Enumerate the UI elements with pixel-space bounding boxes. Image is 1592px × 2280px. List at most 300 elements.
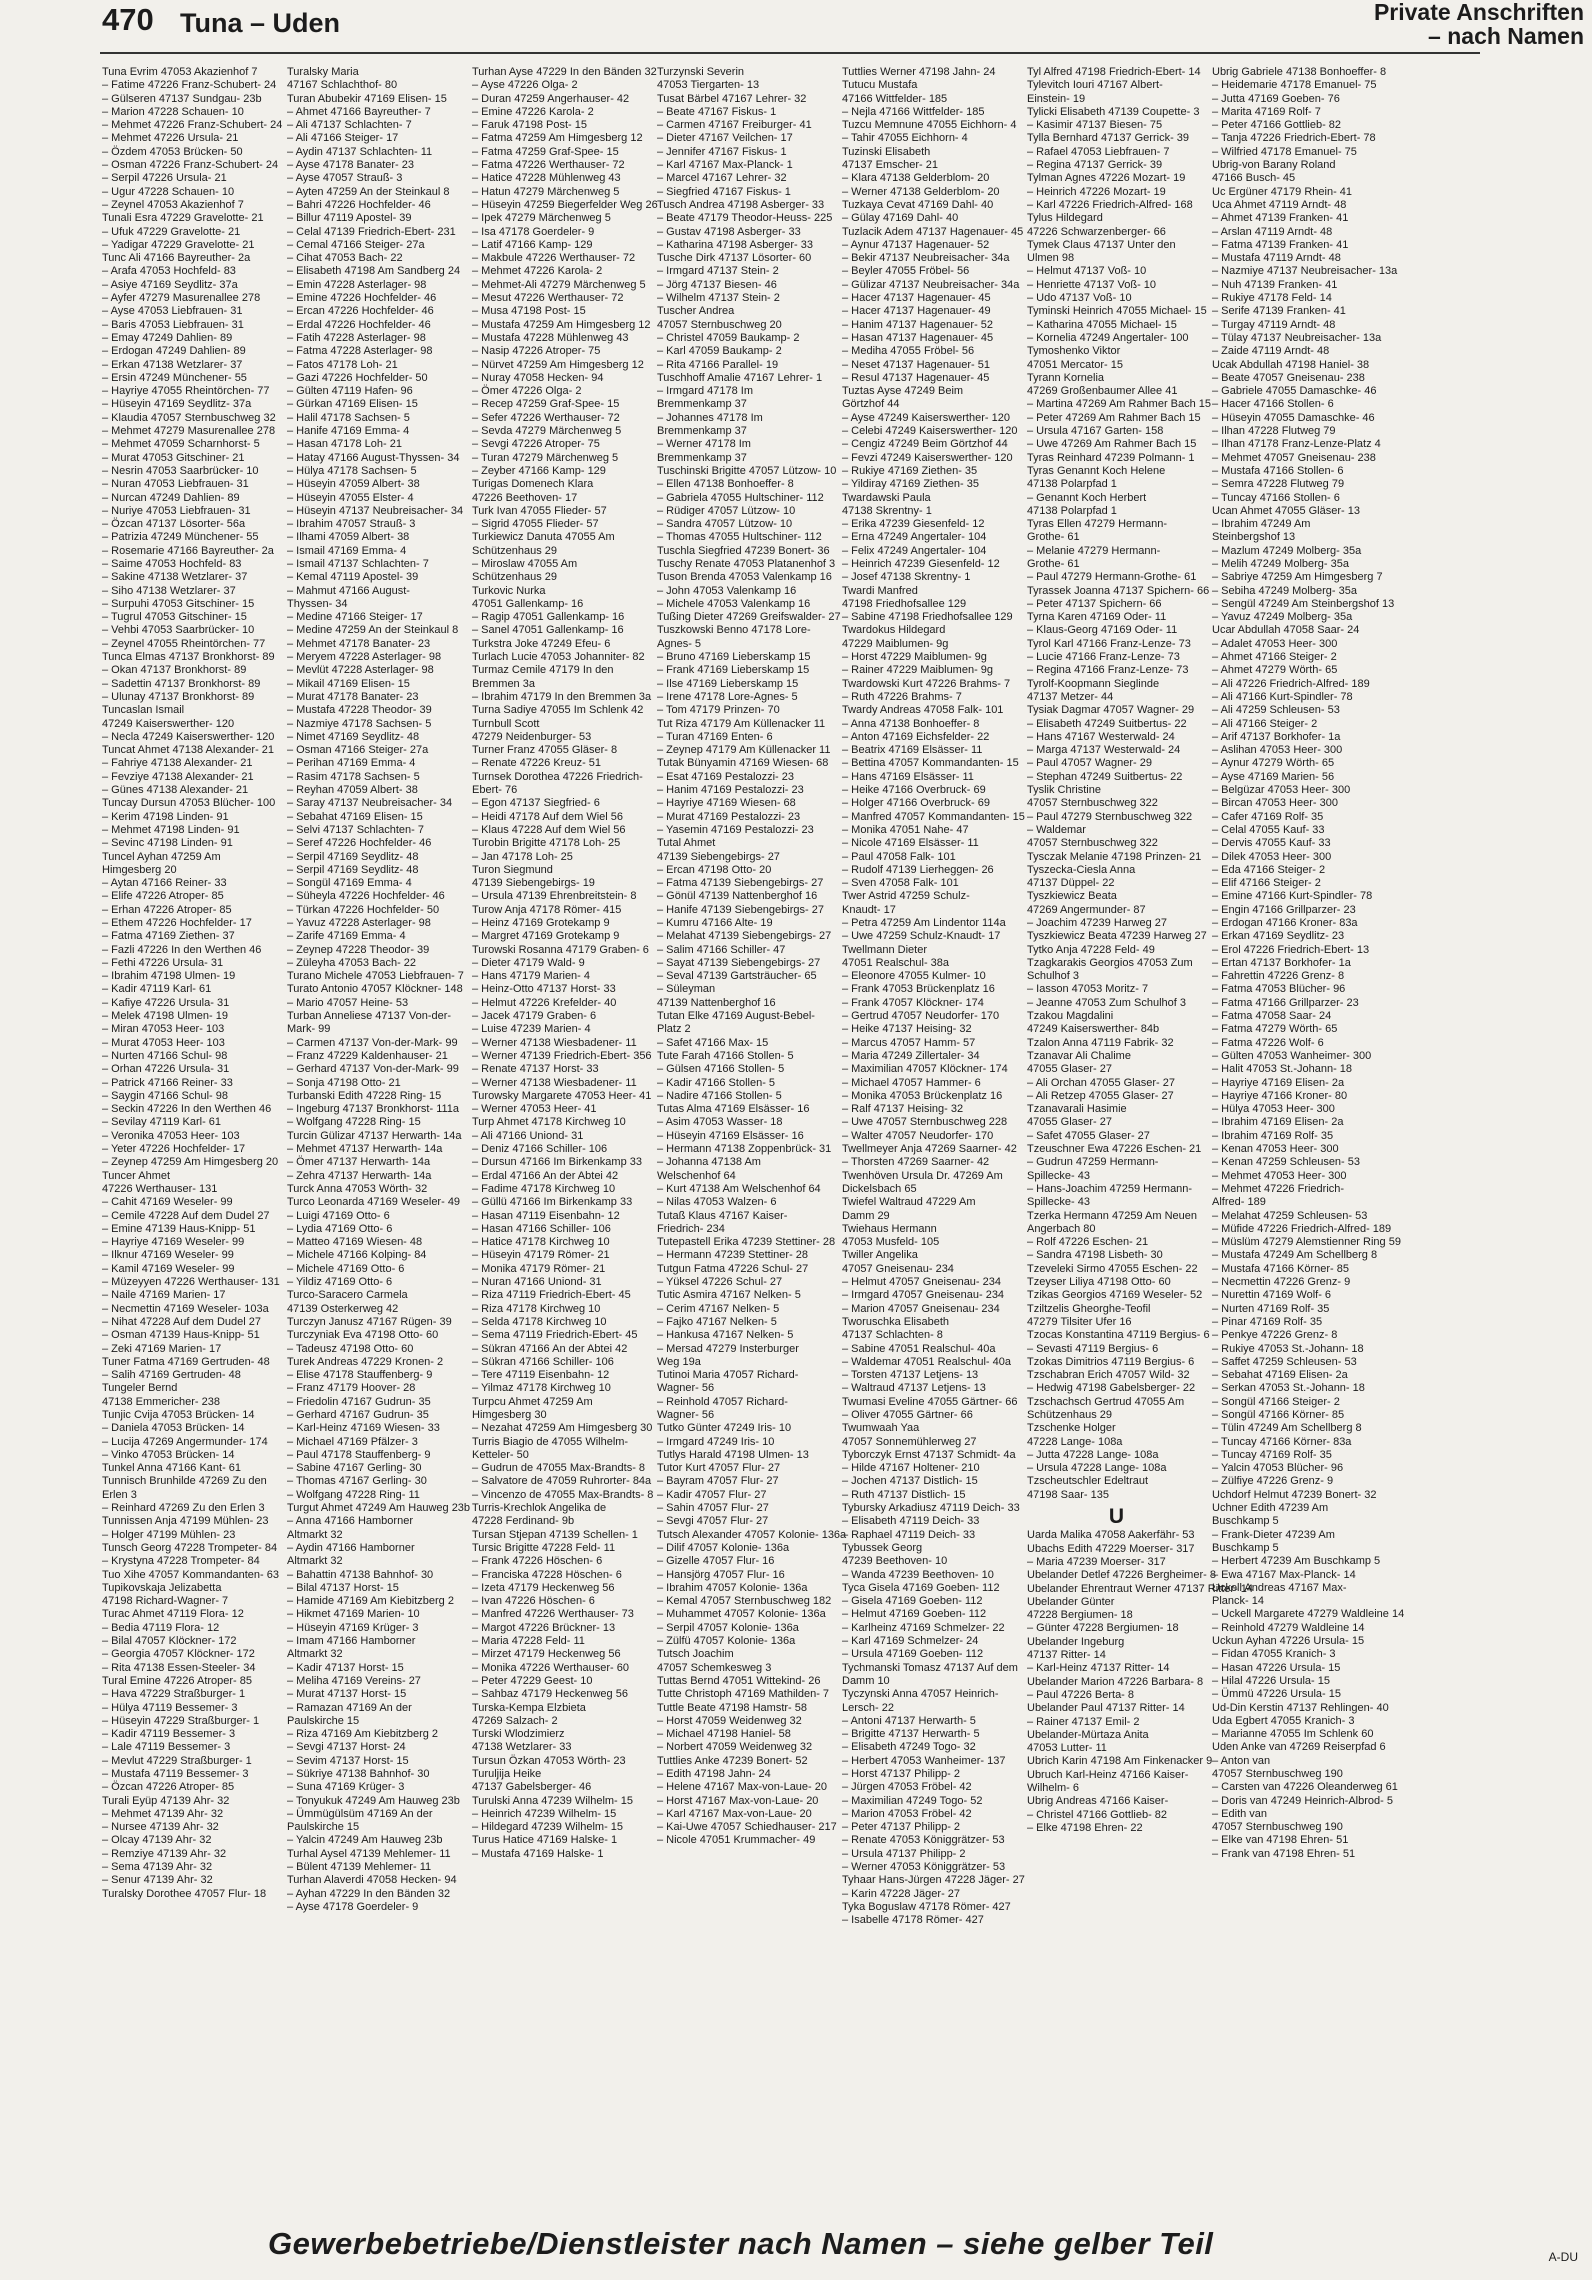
directory-entry: Ubelander Günter	[1027, 1595, 1115, 1608]
directory-entry: – Jochen 47137 Distlich- 15	[842, 1475, 978, 1488]
directory-entry: Ud-Din Kerstin 47137 Rehlingen- 40	[1212, 1701, 1389, 1714]
directory-entry: – Daniela 47053 Brücken- 14	[102, 1422, 245, 1435]
directory-entry: – Yildiray 47169 Ziethen- 35	[842, 478, 979, 491]
directory-entry: – Werner 47178 Im	[657, 438, 751, 451]
directory-entry: – Senur 47139 Ahr- 32	[102, 1874, 213, 1887]
directory-entry: – Gizelle 47057 Flur- 16	[657, 1555, 775, 1568]
directory-entry: – Resul 47137 Hagenauer- 45	[842, 371, 990, 384]
directory-entry: Friedrich- 234	[657, 1222, 725, 1235]
directory-entry: – Rolf 47226 Eschen- 21	[1027, 1236, 1149, 1249]
directory-entry: – Kurt 47138 Am Welschenhof 64	[657, 1182, 821, 1195]
directory-entry: Tyrolf-Koopmann Sieglinde	[1027, 677, 1160, 690]
directory-entry: Twiller Angelika	[842, 1249, 918, 1262]
directory-entry: – Ursula 47169 Goeben- 112	[842, 1648, 984, 1661]
directory-entry: Turkiewicz Danuta 47055 Am	[472, 531, 615, 544]
directory-entry: – Fatma 47139 Siebengebirgs- 27	[657, 877, 824, 890]
directory-entry: – Belgüzar 47053 Heer- 300	[1212, 784, 1351, 797]
directory-entry: – Zeynep 47228 Theodor- 39	[287, 943, 430, 956]
directory-entry: – Hatay 47166 August-Thyssen- 34	[287, 451, 460, 464]
directory-entry: – Mehmet 47226 Franz-Schubert- 24	[102, 119, 283, 132]
directory-entry: – Ibrahim 47057 Kolonie- 136a	[657, 1581, 808, 1594]
directory-entry: – Heidi 47178 Auf dem Wiel 56	[472, 810, 624, 823]
directory-entry: Tuttle Beate 47198 Hamstr- 58	[657, 1701, 808, 1714]
directory-entry: – Gudrun 47259 Hermann-	[1027, 1156, 1159, 1169]
directory-entry: – Katharina 47055 Michael- 15	[1027, 318, 1177, 331]
directory-entry: – Lale 47119 Bessemer- 3	[102, 1741, 231, 1754]
directory-entry: Turmaz Cemile 47179 In den	[472, 664, 614, 677]
directory-entry: Buschkamp 5	[1212, 1515, 1279, 1528]
directory-entry: – Bilal 47057 Klöckner- 172	[102, 1635, 237, 1648]
directory-entry: – Murat 47169 Pestalozzi- 23	[657, 810, 801, 823]
directory-entry: – Patrizia 47249 Münchener- 55	[102, 531, 259, 544]
directory-entry: 47057 Sternbuschweg 190	[1212, 1768, 1343, 1780]
directory-entry: Mark- 99	[287, 1023, 331, 1036]
directory-entry: – Günter 47228 Bergiumen- 18	[1027, 1622, 1179, 1635]
directory-entry: 47226 Beethoven- 17	[472, 491, 578, 504]
directory-entry: – Emine 47166 Kurt-Spindler- 78	[1212, 890, 1373, 903]
directory-entry: Turac Ahmet 47119 Flora- 12	[102, 1608, 244, 1621]
directory-entry: – Lucija 47269 Angermunder- 174	[102, 1435, 268, 1448]
directory-entry: Turali Eyüp 47139 Ahr- 32	[102, 1794, 230, 1807]
directory-entry: – Yadigar 47229 Gravelotte- 21	[102, 238, 255, 251]
directory-entry: – Ibrahim 47169 Elisen- 2a	[1212, 1116, 1344, 1129]
directory-entry: – Remziye 47139 Ahr- 32	[102, 1847, 227, 1860]
directory-entry: – Nazmiye 47137 Neubreisacher- 13a	[1212, 265, 1398, 278]
directory-entry: – Dilek 47053 Heer- 300	[1212, 850, 1332, 863]
directory-entry: – Ewa 47167 Max-Planck- 14	[1212, 1568, 1356, 1581]
directory-entry: – Klaus-Georg 47169 Oder- 11	[1027, 624, 1178, 637]
directory-entry: – Heike 47137 Heising- 32	[842, 1023, 972, 1036]
directory-entry: 47228 Lange- 108a	[1027, 1435, 1123, 1448]
directory-entry: – Hatun 47279 Märchenweg 5	[472, 185, 620, 198]
directory-entry: – Arif 47137 Borkhofer- 1a	[1212, 730, 1341, 743]
directory-entry: Turski Wlodzimierz	[472, 1728, 565, 1741]
directory-entry: – Nihat 47228 Auf dem Dudel 27	[102, 1315, 262, 1328]
directory-entry: – Hasan 47178 Loh- 21	[287, 438, 402, 451]
directory-entry: – Celal 47139 Friedrich-Ebert- 231	[287, 225, 456, 238]
directory-entry: – Müslüm 47279 Alemstienner Ring 59	[1212, 1236, 1401, 1249]
directory-entry: – Gisela 47169 Goeben- 112	[842, 1595, 983, 1608]
directory-entry: – Ömer 47137 Herwarth- 14a	[287, 1156, 431, 1169]
directory-entry: – Osman 47139 Haus-Knipp- 51	[102, 1329, 260, 1342]
directory-entry: – Nurten 47169 Rolf- 35	[1212, 1302, 1330, 1315]
directory-entry: – Irmgard 47249 Iris- 10	[657, 1435, 775, 1448]
directory-entry: – Serpil 47057 Kolonie- 136a	[657, 1621, 799, 1634]
directory-entry: – Saime 47053 Hochfeld- 83	[102, 557, 242, 570]
directory-entry: Uda Egbert 47055 Kranich- 3	[1212, 1714, 1355, 1727]
directory-entry: – Sebahat 47169 Elisen- 15	[287, 810, 423, 823]
directory-entry: – Reyhan 47059 Albert- 38	[287, 784, 418, 797]
directory-entry: – Ibrahim 47198 Ulmen- 19	[102, 970, 236, 983]
directory-entry: – Jan 47178 Loh- 25	[472, 850, 573, 863]
directory-entry: – Renate 47226 Kreuz- 51	[472, 757, 602, 770]
directory-entry: – Hedwig 47198 Gabelsberger- 22	[1027, 1382, 1196, 1395]
directory-entry: Tuzlacik Adem 47137 Hagenauer- 45	[842, 225, 1024, 238]
directory-entry: – Horst 47167 Max-von-Laue- 20	[657, 1794, 819, 1807]
directory-entry: – Mustafa 47119 Bessemer- 3	[102, 1768, 249, 1780]
directory-entry: Planck- 14	[1212, 1595, 1264, 1608]
directory-entry: – Franciska 47228 Höschen- 6	[472, 1568, 622, 1581]
directory-entry: – Ramazan 47169 An der	[287, 1701, 412, 1714]
directory-entry: – Nursee 47139 Ahr- 32	[102, 1821, 219, 1834]
directory-entry: – Penkye 47226 Grenz- 8	[1212, 1329, 1338, 1342]
directory-entry: Tzocas Konstantina 47119 Bergius- 6	[1027, 1329, 1210, 1342]
directory-entry: Bremmenkamp 37	[657, 451, 747, 464]
directory-entry: Uchner Edith 47239 Am	[1212, 1502, 1329, 1515]
directory-entry: – Ibrahim 47057 Strauß- 3	[287, 518, 416, 531]
directory-entry: – Peter 47269 Am Rahmer Bach 15	[1027, 411, 1201, 424]
directory-entry: – Nicole 47051 Krummacher- 49	[657, 1834, 816, 1847]
directory-entry: Twellmann Dieter	[842, 943, 927, 956]
directory-entry: – Uwe 47057 Sternbuschweg 228	[842, 1116, 1008, 1129]
directory-entry: – Ipek 47279 Märchenweg 5	[472, 212, 611, 225]
directory-entry: – Beatrix 47169 Elsässer- 11	[842, 744, 983, 757]
directory-entry: – Ali 47166 Kurt-Spindler- 78	[1212, 690, 1353, 703]
directory-entry: Turnsek Dorothea 47226 Friedrich-	[472, 770, 643, 783]
directory-entry: – Frank van 47198 Ehren- 51	[1212, 1847, 1356, 1860]
directory-entry: Tyl Alfred 47198 Friedrich-Ebert- 14	[1027, 66, 1201, 78]
directory-entry: – Cemal 47166 Steiger- 27a	[287, 238, 425, 251]
directory-entry: – Ruth 47137 Distlich- 15	[842, 1488, 966, 1501]
directory-entry: – Jutta 47228 Lange- 108a	[1027, 1448, 1159, 1461]
directory-entry: Tylus Hildegard	[1027, 212, 1103, 225]
directory-entry: Turus Hatice 47169 Halske- 1	[472, 1834, 618, 1847]
directory-entry: – Billur 47119 Apostel- 39	[287, 212, 412, 225]
directory-entry: – Sahin 47057 Flur- 27	[657, 1502, 769, 1515]
directory-entry: – Elisabeth 47198 Am Sandberg 24	[287, 265, 461, 278]
directory-entry: – Nuray 47058 Hecken- 94	[472, 371, 604, 384]
directory-column	[842, 66, 1025, 2216]
directory-entry: – Nuriye 47053 Liebfrauen- 31	[102, 504, 251, 517]
directory-entry: – Fatma 47166 Grillparzer- 23	[1212, 996, 1359, 1009]
directory-entry: Tupikovskaja Jelizabetta	[102, 1581, 222, 1594]
directory-entry: – Asim 47053 Wasser- 18	[657, 1116, 783, 1129]
directory-entry: – Seval 47139 Gartsträucher- 65	[657, 970, 817, 983]
directory-entry: – Gertrud 47057 Neudorfer- 170	[842, 1010, 1000, 1023]
directory-entry: – Esat 47169 Pestalozzi- 23	[657, 770, 794, 783]
directory-entry: Tutaß Klaus 47167 Kaiser-	[657, 1209, 788, 1222]
directory-entry: – Cahit 47169 Weseler- 99	[102, 1196, 233, 1209]
directory-entry: Ubelander-Mürtaza Anita	[1027, 1728, 1149, 1741]
directory-entry: – Felix 47249 Angertaler- 104	[842, 544, 987, 557]
directory-entry: – Rudolf 47139 Lierheggen- 26	[842, 863, 994, 876]
directory-entry: – Melanie 47279 Hermann-	[1027, 544, 1161, 557]
directory-entry: – Melek 47198 Ulmen- 19	[102, 1010, 228, 1023]
directory-entry: – Edith van	[1212, 1807, 1268, 1820]
directory-entry: – Elke van 47198 Ehren- 51	[1212, 1834, 1349, 1847]
directory-entry: Tusche Dirk 47137 Lösorter- 60	[657, 252, 812, 265]
directory-entry: Schützenhaus 29	[1027, 1408, 1113, 1421]
directory-entry: Altmarkt 32	[287, 1528, 343, 1541]
directory-entry: Tylicki Elisabeth 47139 Coupette- 3	[1027, 105, 1200, 118]
directory-entry: Tute Farah 47166 Stollen- 5	[657, 1049, 794, 1062]
directory-entry: Twumwaah Yaa	[842, 1422, 920, 1435]
directory-entry: Turczyniak Eva 47198 Otto- 60	[287, 1329, 439, 1342]
directory-column	[287, 66, 471, 2216]
directory-entry: – Karl 47167 Max-Planck- 1	[657, 159, 793, 172]
footer-code: A-DU	[1548, 2250, 1578, 2264]
directory-entry: – Sabine 47051 Realschul- 40a	[842, 1342, 996, 1355]
directory-entry: – Halil 47178 Sachsen- 5	[287, 411, 410, 424]
directory-entry: 47137 Emscher- 21	[842, 159, 938, 172]
directory-entry: – Kadir 47166 Stollen- 5	[657, 1076, 776, 1089]
directory-entry: – Kornelia 47249 Angertaler- 100	[1027, 331, 1189, 344]
directory-entry: 47139 Nattenberghof 16	[657, 996, 776, 1009]
directory-entry: – Pinar 47169 Rolf- 35	[1212, 1315, 1323, 1328]
directory-entry: – Muhammet 47057 Kolonie- 136a	[657, 1608, 826, 1621]
letter-heading: U	[1108, 1505, 1125, 1529]
directory-entry: – Meliha 47169 Vereins- 27	[287, 1674, 421, 1687]
directory-column	[102, 66, 281, 2216]
directory-entry: – Ömer 47226 Olga- 2	[472, 385, 582, 398]
directory-entry: – Hanife 47169 Emma- 4	[287, 425, 410, 438]
directory-entry: – Mustafa 47249 Am Schellberg 8	[1212, 1249, 1378, 1262]
directory-entry: Turbanski Edith 47228 Ring- 15	[287, 1089, 442, 1102]
directory-entry: – Mustafa 47166 Stollen- 6	[1212, 464, 1344, 477]
directory-entry: Ubelander Ingeburg	[1027, 1635, 1125, 1648]
directory-entry: – Luigi 47169 Otto- 6	[287, 1209, 390, 1222]
directory-entry: Ubelander Ehrentraut Werner 47137 Ritter- 14	[1027, 1582, 1254, 1595]
directory-entry: – Tuncay 47169 Rolf- 35	[1212, 1448, 1332, 1461]
directory-entry: – Kadir 47119 Karl- 61	[102, 983, 212, 996]
directory-entry: – Irmgard 47178 Im	[657, 385, 753, 398]
directory-entry: Tuztas Ayse 47249 Beim	[842, 385, 964, 398]
directory-entry: – Sanel 47051 Gallenkamp- 16	[472, 624, 624, 637]
directory-entry: – Türkan 47226 Hochfelder- 50	[287, 903, 440, 916]
directory-entry: 47198 Friedhofsallee 129	[842, 597, 967, 610]
directory-entry: – Bedia 47119 Flora- 12	[102, 1621, 220, 1634]
directory-entry: – Ayse 47226 Olga- 2	[472, 79, 578, 92]
directory-entry: – Mehmet-Ali 47279 Märchenweg 5	[472, 278, 646, 291]
directory-entry: – Fatma 47139 Franken- 41	[1212, 238, 1349, 251]
directory-entry: – Zülfiye 47226 Grenz- 9	[1212, 1475, 1334, 1488]
directory-entry: – Ahmet 47139 Franken- 41	[1212, 212, 1349, 225]
directory-entry: Tußing Dieter 47269 Greifswalder- 27	[657, 611, 841, 624]
directory-entry: – Safet 47055 Glaser- 27	[1027, 1129, 1150, 1142]
directory-entry: – Elife 47226 Atroper- 85	[102, 890, 224, 903]
directory-entry: Twer Astrid 47259 Schulz-	[842, 890, 970, 903]
directory-entry: – Turgay 47119 Arndt- 48	[1212, 318, 1336, 331]
directory-entry: – Latif 47166 Kamp- 129	[472, 238, 593, 251]
directory-entry: – Hasan 47119 Eisenbahn- 12	[472, 1209, 620, 1222]
directory-entry: Tunca Elmas 47137 Bronkhorst- 89	[102, 651, 275, 664]
directory-entry: – Bekir 47137 Neubreisacher- 34a	[842, 252, 1010, 265]
directory-entry: – Peter 47166 Gottlieb- 82	[1212, 119, 1342, 132]
directory-entry: – Gülay 47169 Dahl- 40	[842, 212, 959, 225]
directory-entry: – Olcay 47139 Ahr- 32	[102, 1834, 212, 1847]
directory-entry: Tuttas Bernd 47051 Wittekind- 26	[657, 1674, 821, 1687]
directory-entry: – Hüseyin 47059 Albert- 38	[287, 478, 420, 491]
directory-entry: 47057 Gneisenau- 234	[842, 1262, 954, 1275]
directory-entry: – Gerhard 47167 Gudrun- 35	[287, 1408, 429, 1421]
directory-entry: – Siegfried 47167 Fiskus- 1	[657, 185, 791, 198]
directory-entry: – Recep 47259 Graf-Spee- 15	[472, 398, 620, 411]
directory-entry: 47137 Ritter- 14	[1027, 1649, 1106, 1662]
directory-entry: – Ibrahim 47169 Rolf- 35	[1212, 1129, 1334, 1142]
directory-entry: Damm 10	[842, 1674, 890, 1687]
directory-entry: – Nesrin 47053 Saarbrücker- 10	[102, 464, 259, 477]
directory-entry: – Emay 47249 Dahlien- 89	[102, 331, 233, 344]
directory-entry: – Murat 47137 Horst- 15	[287, 1688, 407, 1701]
directory-entry: – Sayat 47139 Siebengebirgs- 27	[657, 956, 821, 969]
directory-entry: – Fatma 47279 Wörth- 65	[1212, 1023, 1338, 1036]
directory-entry: – Antoni 47137 Herwarth- 5	[842, 1714, 976, 1727]
directory-entry: – Gustav 47198 Asberger- 33	[657, 225, 801, 238]
directory-entry: – Melahat 47259 Schleusen- 53	[1212, 1209, 1368, 1222]
directory-entry: – Udo 47137 Voß- 10	[1027, 292, 1132, 305]
directory-entry: – Heidemarie 47178 Emanuel- 75	[1212, 79, 1377, 92]
directory-entry: – Mirzet 47179 Heckenweg 56	[472, 1648, 621, 1661]
directory-entry: – Erna 47249 Angertaler- 104	[842, 531, 987, 544]
directory-entry: – Necmettin 47169 Weseler- 103a	[102, 1302, 269, 1315]
directory-entry: – Wilhelm 47137 Stein- 2	[657, 292, 780, 305]
directory-entry: – Paul 47178 Stauffenberg- 9	[287, 1448, 431, 1461]
directory-entry: – Helmut 47057 Gneisenau- 234	[842, 1276, 1001, 1289]
directory-entry: Tymoshenko Viktor	[1027, 345, 1121, 358]
directory-entry: – Nilas 47053 Walzen- 6	[657, 1196, 777, 1209]
directory-entry: – Emine 47139 Haus-Knipp- 51	[102, 1222, 256, 1235]
directory-entry: – Werner 47139 Friedrich-Ebert- 356	[472, 1049, 652, 1062]
directory-entry: – Nuran 47053 Liebfrauen- 31	[102, 478, 249, 491]
directory-entry: – Ali 47166 Steiger- 2	[1212, 717, 1318, 730]
directory-entry: Paulskirche 15	[287, 1714, 360, 1727]
directory-entry: – Fatma 47226 Werthauser- 72	[472, 159, 625, 172]
directory-entry: Turk Ivan 47055 Flieder- 57	[472, 504, 607, 517]
directory-entry: Turon Siegmund	[472, 863, 553, 876]
directory-entry: – Fajko 47167 Nelken- 5	[657, 1315, 777, 1328]
directory-entry: Tuson Brenda 47053 Valenkamp 16	[657, 571, 832, 584]
directory-entry: – Sadettin 47137 Bronkhorst- 89	[102, 677, 261, 690]
directory-entry: – Rosemarie 47166 Bayreuther- 2a	[102, 544, 274, 557]
directory-entry: – Edith 47198 Jahn- 24	[657, 1768, 771, 1780]
directory-entry: – Waldemar 47051 Realschul- 40a	[842, 1355, 1011, 1368]
directory-entry: Tural Emine 47226 Atroper- 85	[102, 1674, 253, 1687]
directory-entry: Turzynski Severin	[657, 66, 745, 78]
directory-entry: – Neset 47137 Hagenauer- 51	[842, 358, 990, 371]
directory-entry: – Zülfü 47057 Kolonie- 136a	[657, 1635, 796, 1648]
directory-entry: – Sükran 47166 An der Abtei 42	[472, 1342, 628, 1355]
directory-entry: Tut Riza 47179 Am Küllenacker 11	[657, 717, 826, 730]
directory-entry: Turowski Rosanna 47179 Graben- 6	[472, 943, 649, 956]
directory-entry: Twardowski Kurt 47226 Brahms- 7	[842, 677, 1011, 690]
directory-entry: – Elisabeth 47249 Suitbertus- 22	[1027, 717, 1187, 730]
directory-entry: – Wanda 47239 Beethoven- 10	[842, 1568, 994, 1581]
directory-entry: – Holger 47166 Overbruck- 69	[842, 797, 990, 810]
directory-entry: – Rita 47166 Parallel- 19	[657, 358, 779, 371]
directory-entry: 47053 Tiergarten- 13	[657, 79, 760, 92]
directory-entry: Turna Sadiye 47055 Im Schlenk 42	[472, 704, 644, 717]
directory-entry: – Yalcin 47053 Blücher- 96	[1212, 1462, 1344, 1475]
directory-entry: – Aynur 47137 Hagenauer- 52	[842, 238, 990, 251]
directory-entry: Tutte Christoph 47169 Mathilden- 7	[657, 1688, 830, 1701]
directory-entry: – Ragip 47051 Gallenkamp- 16	[472, 611, 625, 624]
directory-entry: – Kerim 47198 Linden- 91	[102, 810, 229, 823]
directory-entry: – Rukiye 47053 St.-Johann- 18	[1212, 1342, 1364, 1355]
directory-entry: – Ersin 47249 Münchener- 55	[102, 371, 247, 384]
directory-entry: Tzokas Dimitrios 47119 Bergius- 6	[1027, 1355, 1195, 1368]
directory-entry: Tyszkiewicz Beata	[1027, 890, 1117, 903]
directory-entry: – Sven 47058 Falk- 101	[842, 877, 959, 890]
directory-entry: – Tadeusz 47198 Otto- 60	[287, 1342, 414, 1355]
directory-entry: – Isa 47178 Goerdeler- 9	[472, 225, 595, 238]
directory-entry: 47139 Osterkerweg 42	[287, 1302, 399, 1315]
directory-entry: – Ibrahim 47249 Am	[1212, 518, 1311, 531]
directory-entry: 47057 Sonnemühlerweg 27	[842, 1435, 977, 1448]
directory-entry: Schützenhaus 29	[472, 544, 558, 557]
directory-entry: – Nurcan 47249 Dahlien- 89	[102, 491, 240, 504]
directory-entry: – Süheyla 47226 Hochfelder- 46	[287, 890, 445, 903]
directory-entry: – Serpil 47169 Seydlitz- 48	[287, 850, 419, 863]
directory-entry: – Reinhold 47279 Waldleine 14	[1212, 1621, 1365, 1634]
directory-entry: – Yasemin 47169 Pestalozzi- 23	[657, 823, 814, 836]
directory-entry: Tuzcu Memnune 47055 Eichhorn- 4	[842, 119, 1017, 132]
directory-entry: – Hankusa 47167 Nelken- 5	[657, 1329, 794, 1342]
directory-entry: 47057 Sternbuschweg 20	[657, 318, 782, 331]
directory-entry: Tyrann Kornelia	[1027, 371, 1105, 384]
directory-entry: Tursan Stjepan 47139 Schellen- 1	[472, 1528, 638, 1541]
directory-entry: – Monika 47051 Nahe- 47	[842, 823, 969, 836]
directory-entry: Thyssen- 34	[287, 597, 348, 610]
directory-entry: Tuncay Dursun 47053 Blücher- 100	[102, 797, 276, 810]
directory-entry: – Paul 47057 Wagner- 29	[1027, 757, 1152, 770]
directory-entry: Tunnissen Anja 47199 Mühlen- 23	[102, 1515, 269, 1528]
directory-entry: – Nicole 47169 Elsässer- 11	[842, 837, 979, 850]
directory-entry: – Seref 47226 Hochfelder- 46	[287, 837, 432, 850]
directory-entry: – Serpil 47169 Seydlitz- 48	[287, 863, 419, 876]
directory-entry: – Halit 47053 St.-Johann- 18	[1212, 1063, 1353, 1076]
directory-entry: Tzikas Georgios 47169 Weseler- 52	[1027, 1289, 1203, 1302]
directory-entry: – Mediha 47055 Fröbel- 56	[842, 345, 975, 358]
directory-entry: – Songül 47166 Steiger- 2	[1212, 1395, 1340, 1408]
directory-entry: – Hüseyin 47169 Krüger- 3	[287, 1621, 419, 1634]
directory-entry: – Osman 47226 Franz-Schubert- 24	[102, 159, 279, 172]
directory-entry: Ubelander Paul 47137 Ritter- 14	[1027, 1702, 1185, 1715]
directory-entry: – Hans 47169 Elsässer- 11	[842, 770, 974, 783]
directory-entry: – Turan 47279 Märchenweg 5	[472, 451, 619, 464]
directory-entry: – Maria 47239 Moerser- 317	[1027, 1555, 1166, 1568]
directory-entry: – Hava 47229 Straßburger- 1	[102, 1688, 246, 1701]
directory-entry: – Hüseyin 47055 Elster- 4	[287, 491, 414, 504]
directory-entry: Tyhaar Hans-Jürgen 47228 Jäger- 27	[842, 1874, 1025, 1887]
directory-entry: – Sema 47119 Friedrich-Ebert- 45	[472, 1329, 638, 1342]
directory-entry: – Serife 47139 Franken- 41	[1212, 305, 1346, 318]
directory-entry: – Ursula 47139 Ehrenbreitstein- 8	[472, 890, 637, 903]
directory-entry: – Ivan 47226 Höschen- 6	[472, 1595, 595, 1608]
directory-entry: – Ali Retzep 47055 Glaser- 27	[1027, 1089, 1174, 1102]
directory-entry: – Hüseyin 47229 Straßburger- 1	[102, 1714, 260, 1727]
directory-entry: Turulski Anna 47239 Wilhelm- 15	[472, 1794, 634, 1807]
directory-entry: – Yilmaz 47178 Kirchweg 10	[472, 1382, 611, 1395]
directory-entry: 47269 Großenbaumer Allee 41	[1027, 385, 1178, 398]
directory-entry: – Seckin 47226 In den Werthen 46	[102, 1103, 272, 1116]
directory-entry: 47057 Sternbuschweg 190	[1212, 1821, 1343, 1834]
directory-entry: – Ilhan 47178 Franz-Lenze-Platz 4	[1212, 438, 1381, 451]
directory-entry: – Hasan 47226 Ursula- 15	[1212, 1661, 1341, 1674]
directory-entry: 47228 Ferdinand- 9b	[472, 1515, 575, 1528]
directory-entry: 47226 Schwarzenberger- 66	[1027, 225, 1166, 238]
directory-entry: – Hüseyin 47169 Elsässer- 16	[657, 1129, 804, 1142]
directory-entry: – Suna 47169 Krüger- 3	[287, 1781, 405, 1794]
directory-entry: – Günes 47138 Alexander- 21	[102, 784, 249, 797]
directory-entry: Bremmen 3a	[472, 677, 535, 690]
directory-entry: – Aydin 47137 Schlachten- 11	[287, 145, 433, 158]
directory-entry: – Marion 47053 Fröbel- 42	[842, 1807, 972, 1820]
directory-entry: – Ayse 47249 Kaiserswerther- 120	[842, 411, 1010, 424]
directory-entry: 47138 Polarpfad 1	[1027, 478, 1117, 491]
directory-entry: 47051 Gallenkamp- 16	[472, 597, 584, 610]
directory-entry: Tzanavarali Hasimie	[1027, 1103, 1127, 1116]
directory-entry: Altmarkt 32	[287, 1555, 343, 1568]
